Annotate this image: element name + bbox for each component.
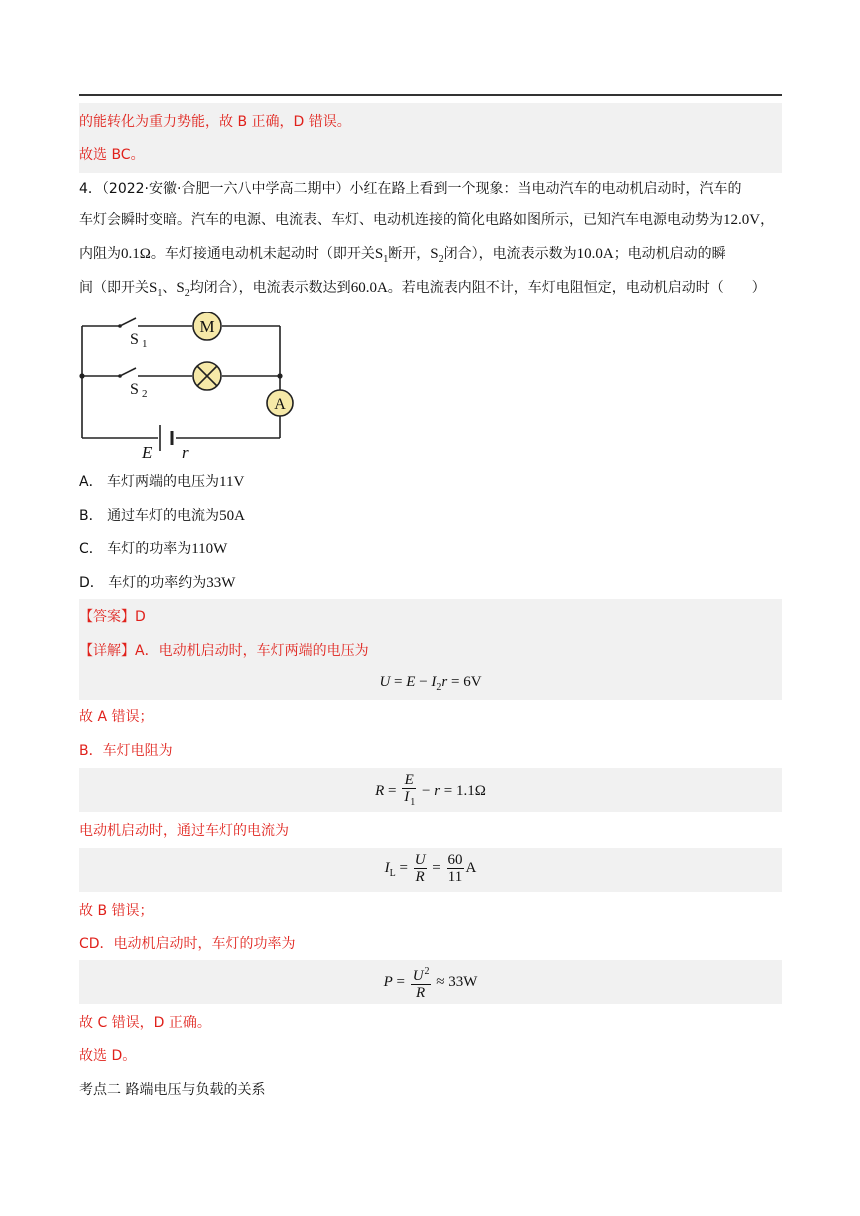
switch1-subscript: 1: [142, 338, 148, 350]
detail-b-mid: 电动机启动时，通过车灯的电流为: [79, 823, 289, 839]
question-text: 断开，: [388, 246, 431, 262]
question-line1: [79, 179, 741, 199]
detail-cd-conclusion: 故 C 错误，D 正确。: [79, 1015, 211, 1031]
switch-s1-ref: $S_1$: [374, 246, 389, 265]
motor-label: M: [199, 317, 215, 336]
detail-intro-a: [79, 641, 369, 661]
switch-s1-ref: $S_1$: [149, 280, 163, 299]
option-value: 110W: [191, 541, 228, 557]
question-line2: [79, 210, 774, 230]
answer-line: [79, 607, 146, 627]
internal-resistance-label: r: [182, 443, 189, 462]
option-value: 33W: [206, 575, 236, 591]
junction-left: [79, 373, 84, 378]
emf-value: 12.0V: [723, 212, 761, 228]
detail-final: 故选 D。: [79, 1048, 137, 1064]
question-text: 间（即开关: [79, 280, 149, 296]
switch1-label: S: [130, 331, 139, 348]
switch-s2-ref: $S_2$: [430, 246, 444, 265]
detail-label: 【详解】: [79, 643, 135, 659]
detail-a-conclusion: 故 A 错误；: [79, 709, 154, 725]
ammeter-label: A: [274, 396, 286, 413]
equation-voltage: $U = E - I_2r = 6V$: [379, 674, 482, 693]
current-value-1: 10.0A: [576, 246, 614, 262]
emf-label: E: [142, 443, 153, 462]
equation-power: P = $\frac{U^2}{R}$ ≈ 33W: [383, 966, 478, 1001]
switch-s2-ref: $S_2$: [176, 280, 190, 299]
prev-answer-line2: 故选 BC。: [79, 147, 145, 163]
equation-resistance: R = $\frac{E}{I_1}$ − r = 1.1Ω: [375, 772, 486, 808]
circuit-diagram: [72, 312, 302, 464]
option-b[interactable]: [79, 506, 245, 526]
question-line4: [79, 278, 766, 304]
option-letter: C．: [79, 541, 103, 557]
option-text: 车灯两端的电压为: [107, 474, 220, 490]
detail-text: A．电动机启动时，车灯两端的电压为: [135, 643, 369, 659]
switch1-pivot: [118, 324, 122, 328]
question-text: 。若电流表内阻不计，车灯电阻恒定，电动机启动时（ ）: [387, 280, 766, 296]
internal-resistance-value: 0.1Ω: [121, 246, 151, 262]
switch2-pivot: [118, 374, 122, 378]
question-source: （2022·安徽·合肥一六八中学高二期中）: [101, 181, 350, 197]
question-text: ；电动机启动的瞬: [613, 246, 726, 262]
option-a[interactable]: [79, 472, 244, 492]
question-text: ，: [760, 212, 775, 228]
junction-right: [277, 373, 282, 378]
detail-b-conclusion: 故 B 错误；: [79, 903, 154, 919]
question-text: 车灯会瞬时变暗。汽车的电源、电流表、车灯、电动机连接的简化电路如图所示，已知汽车电源电动势为: [79, 212, 723, 228]
option-text: 通过车灯的电流为: [107, 508, 220, 524]
option-text: 车灯的功率为: [107, 541, 192, 557]
question-line3: [79, 244, 726, 270]
prev-answer-line1: 的能转化为重力势能，故 B 正确，D 错误。: [79, 114, 351, 130]
header-rule: [79, 94, 782, 96]
option-letter: D．: [79, 575, 104, 591]
answer-label: 【答案】: [79, 609, 135, 625]
question-text: 内阻为: [79, 246, 121, 262]
question-text: 、: [162, 280, 177, 296]
detail-cd-intro: CD．电动机启动时，车灯的功率为: [79, 936, 296, 952]
next-section-heading: 考点二 路端电压与负载的关系: [79, 1082, 266, 1098]
question-text: 闭合），电流表示数为: [443, 246, 577, 262]
option-text: 车灯的功率约为: [108, 575, 207, 591]
option-d[interactable]: [79, 573, 235, 593]
option-value: 50A: [219, 508, 245, 524]
answer-value: D: [135, 609, 146, 625]
switch2-subscript: 2: [142, 388, 148, 400]
question-text: 。车灯接通电动机未起动时（即开关: [150, 246, 375, 262]
option-c[interactable]: [79, 539, 227, 559]
equation-lamp-current: $I_L$ = $\frac{U}{R}$ = $\frac{60}{11}$ A: [384, 852, 477, 885]
current-value-2: 60.0A: [350, 280, 388, 296]
question-number: 4．: [79, 181, 102, 197]
question-text: 小红在路上看到一个现象：当电动汽车的电动机启动时，汽车的: [349, 181, 742, 197]
detail-b-intro: B．车灯电阻为: [79, 743, 173, 759]
switch2-label: S: [130, 381, 139, 398]
option-value: 11V: [219, 474, 245, 490]
option-letter: B．: [79, 508, 103, 524]
option-letter: A．: [79, 474, 103, 490]
question-text: 均闭合），电流表示数达到: [189, 280, 351, 296]
